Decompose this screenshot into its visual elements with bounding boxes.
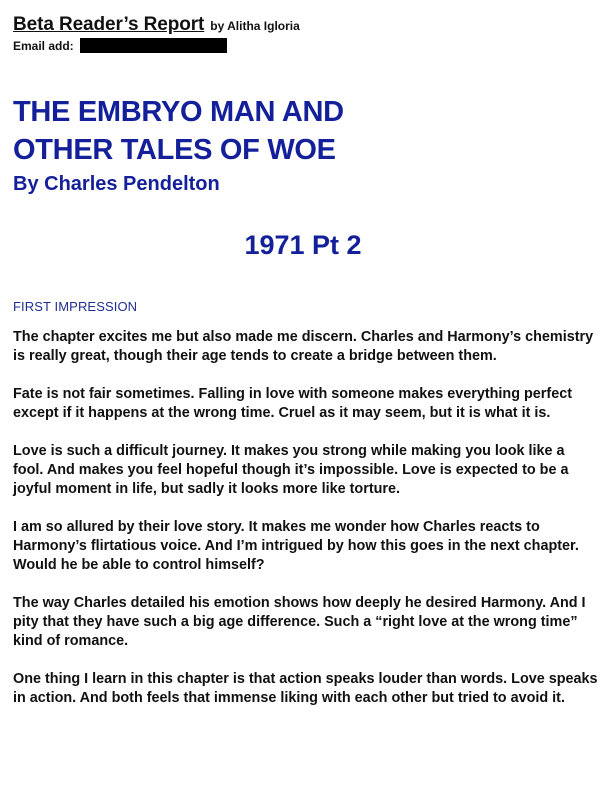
paragraph: Love is such a difficult journey. It makes you strong while making you look like a fool. And makes you feel hopeful though it’s impossible. Love is expected to be a joyful moment in life, but sadly it looks more like torture.: [13, 443, 569, 497]
chapter-title: 1971 Pt 2: [244, 230, 362, 260]
paragraph: Fate is not fair sometimes. Falling in love with someone makes everything perfect except if it happens at the wrong time. Cruel as it may seem, but it is what it is.: [13, 386, 572, 421]
book-author: By Charles Pendelton: [13, 173, 220, 195]
report-header: [13, 14, 593, 36]
email-line: [13, 38, 593, 53]
redacted-email-bar: [80, 38, 227, 53]
paragraph: I am so allured by their love story. It makes me wonder how Charles reacts to Harmony’s flirtatious voice. And I’m intrigued by how this goes in the next chapter. Would he be able to control himself?: [13, 519, 579, 573]
email-label: Email add:: [13, 38, 74, 53]
paragraph: The way Charles detailed his emotion shows how deeply he desired Harmony. And I pity that they have such a big age difference. Such a “right love at the wrong time” kind of romance.: [13, 595, 586, 649]
book-title-line-1: THE EMBRYO MAN AND: [13, 96, 344, 128]
report-title: Beta Reader’s Report: [13, 14, 205, 35]
paragraph: The chapter excites me but also made me discern. Charles and Harmony’s chemistry is really great, though their age tends to create a bridge between them.: [13, 329, 594, 364]
section-heading: FIRST IMPRESSION: [13, 299, 138, 314]
paragraph: One thing I learn in this chapter is that action speaks louder than words. Love speaks in action. And both feels that immense liking with each other but tried to avoid it.: [13, 671, 598, 706]
document-page: [13, 14, 598, 727]
book-title-line-2: OTHER TALES OF WOE: [13, 134, 336, 166]
reviewer-name: by Alitha Igloria: [210, 19, 300, 33]
report-body: [13, 328, 598, 708]
book-title: [13, 93, 593, 169]
